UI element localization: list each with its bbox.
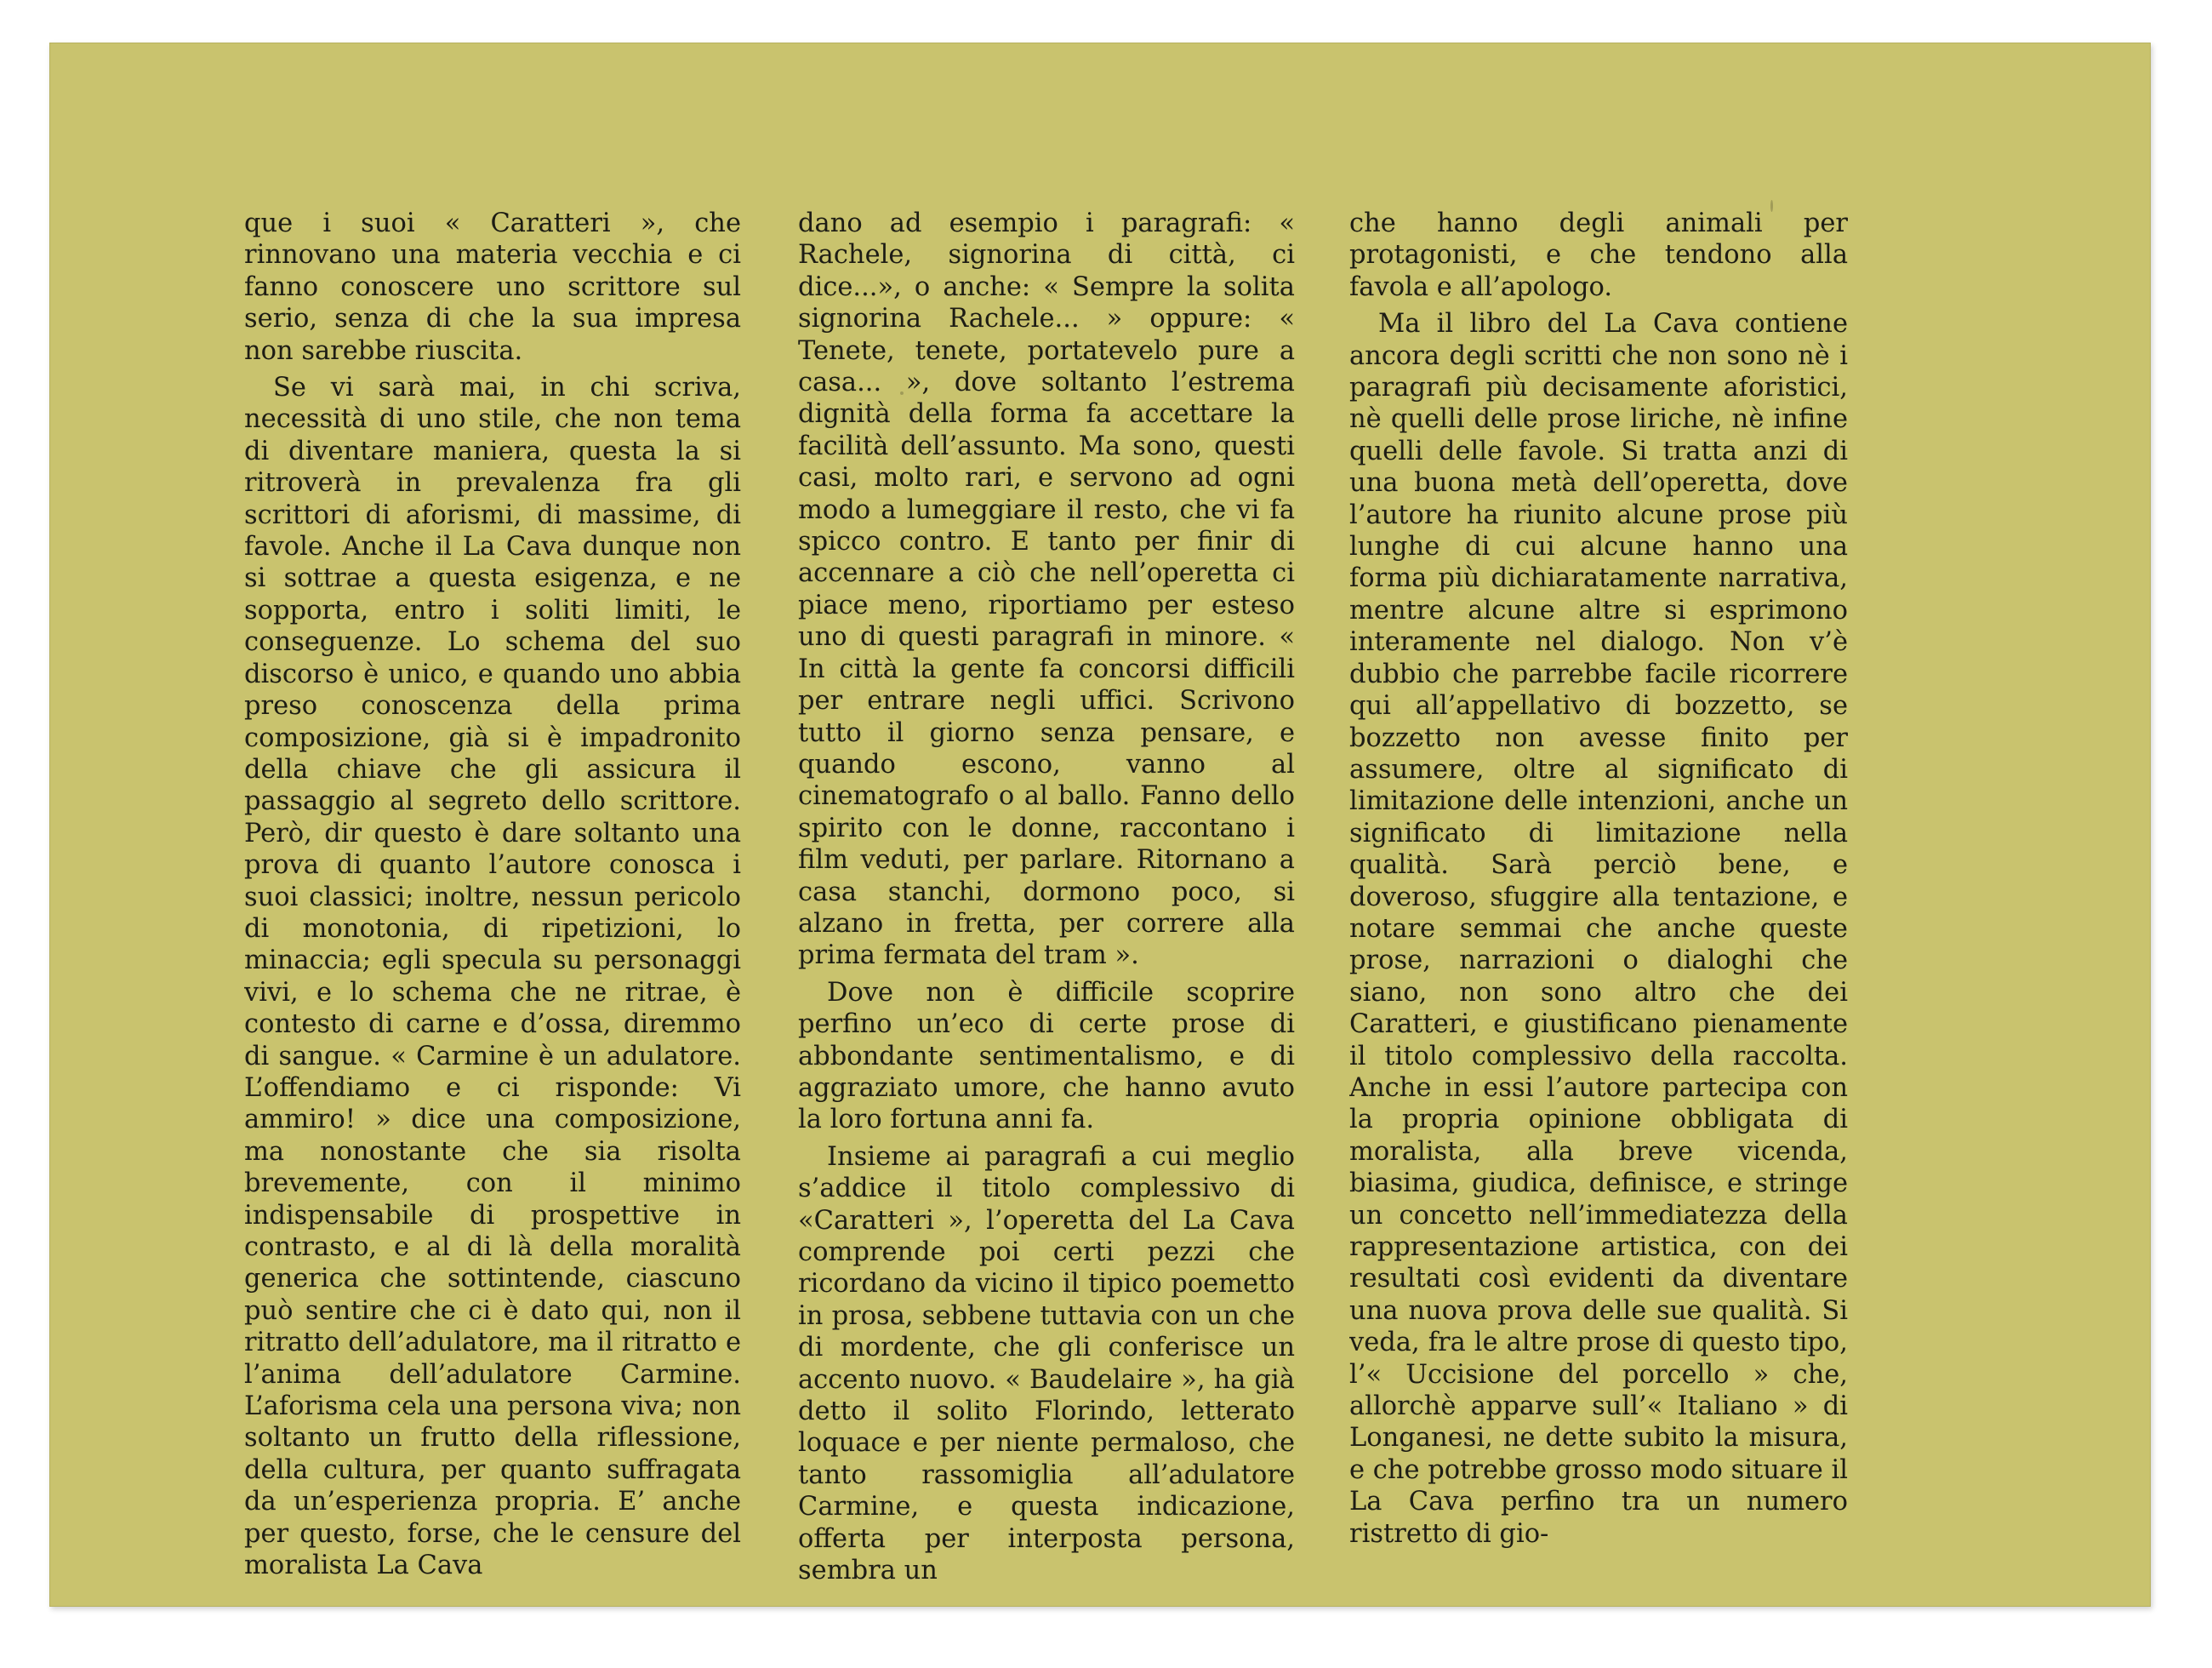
paragraph: dano ad esempio i paragrafi: « Rachele, signorina di città, ci dice...», o anche: « Sempre la solita signorina Rachele... » oppure: « Tenete, tenete, portatevelo pure a casa... », dove soltanto l’estrema dignità della forma fa accettare la facilità dell’assunto. Ma sono, questi casi, molto rari, e servono ad ogni modo a lumeggiare il resto, che vi fa spicco contro. E tanto per finir di accennare a ciò che nell’operetta ci piace meno, riportiamo per esteso uno di questi paragrafi in minore. « In città la gente fa concorsi difficili per entrare negli uffici. Scrivono tutto il giorno senza pensare, e quando escono, vanno al cinematografo o al ballo. Fanno dello spirito con le donne, raccontano i film veduti, per parlare. Ritornano a casa stanchi, dormono poco, si alzano in fretta, per correre alla prima fermata del tram ». <box>798 208 1295 971</box>
text-column-1 <box>244 208 741 1603</box>
paragraph: Ma il libro del La Cava contiene ancora degli scritti che non sono nè i paragrafi più decisamente aforistici, nè quelli delle prose liriche, nè infine quelli delle favole. Si tratta anzi di una buona metà dell’operetta, dove l’autore ha riunito alcune prose più lunghe di cui alcune hanno una forma più dichiaratamente narrativa, mentre alcune altre si esprimono interamente nel dialogo. Non v’è dubbio che parrebbe facile ricorrere qui all’appellativo di bozzetto, se bozzetto non avesse finito per assumere, oltre al significato di limitazione delle intenzioni, anche un significato di limitazione nella qualità. Sarà perciò bene, e doveroso, sfuggire alla tentazione, e notare semmai che anche queste prose, narrazioni o dialoghi che siano, non sono altro che dei Caratteri, e giustificano pienamente il titolo complessivo della raccolta. Anche in essi l’autore partecipa con la propria opinione obbligata di moralista, alla breve vicenda, biasima, giudica, definisce, e stringe un concetto nell’immediatezza della rappresentazione artistica, con dei resultati così evidenti da diventare una nuova prova delle sue qualità. Si veda, fra le altre prose di questo tipo, l’« Uccisione del porcello » che, allorchè apparve sull’« Italiano » di Longanesi, ne dette subito la misura, e che potrebbe grosso modo situare il La Cava perfino tra un numero ristretto di gio- <box>1349 309 1848 1549</box>
paragraph: che hanno degli animali per protagonisti, e che tendono alla favola e all’apologo. <box>1349 208 1848 302</box>
paragraph: Dove non è difficile scoprire perfino un’eco di certe prose di abbondante sentimentalismo, e di aggraziato umore, che hanno avuto la loro fortuna anni fa. <box>798 977 1295 1135</box>
paragraph: que i suoi « Caratteri », che rinnovano una materia vecchia e ci fanno conoscere uno scrittore sul serio, senza di che la sua impresa non sarebbe riuscita. <box>244 208 741 366</box>
text-column-2 <box>798 208 1295 1603</box>
text-column-3 <box>1349 208 1848 1603</box>
paragraph: Se vi sarà mai, in chi scriva, necessità di uno stile, che non tema di diventare maniera, questa la si ritroverà in prevalenza fra gli scrittori di aforismi, di massime, di favole. Anche il La Cava dunque non si sottrae a questa esigenza, e ne sopporta, entro i soliti limiti, le conseguenze. Lo schema del suo discorso è unico, e quando uno abbia preso conoscenza della prima composizione, già si è impadronito della chiave che gli assicura il passaggio al segreto dello scrittore. Però, dir questo è dare soltanto una prova di quanto l’autore conosca i suoi classici; inoltre, nessun pericolo di monotonia, di ripetizioni, lo minaccia; egli specula su personaggi vivi, e lo schema che ne ritrae, è contesto di carne e d’ossa, diremmo di sangue. « Carmine è un adulatore. L’offendiamo e ci risponde: Vi ammiro! » dice una composizione, ma nonostante che sia risolta brevemente, con il minimo indispensabile di prospettive in contrasto, e al di là della moralità generica che sottintende, ciascuno può sentire che ci è dato qui, non il ritratto dell’adulatore, ma il ritratto e l’anima dell’adulatore Carmine. L’aforisma cela una persona viva; non soltanto un frutto della riflessione, della cultura, per quanto suffragata da un’esperienza propria. E’ anche per questo, forse, che le censure del moralista La Cava <box>244 373 741 1581</box>
paragraph: Insieme ai paragrafi a cui meglio s’addice il titolo complessivo di «Caratteri », l’operetta del La Cava comprende poi certi pezzi che ricordano da vicino il tipico poemetto in prosa, sebbene tuttavia con un che di mordente, che gli conferisce un accento nuovo. « Baudelaire », ha già detto il solito Florindo, letterato loquace e per niente permaloso, che tanto rassomiglia all’adulatore Carmine, e questa indicazione, offerta per interposta persona, sembra un <box>798 1141 1295 1586</box>
